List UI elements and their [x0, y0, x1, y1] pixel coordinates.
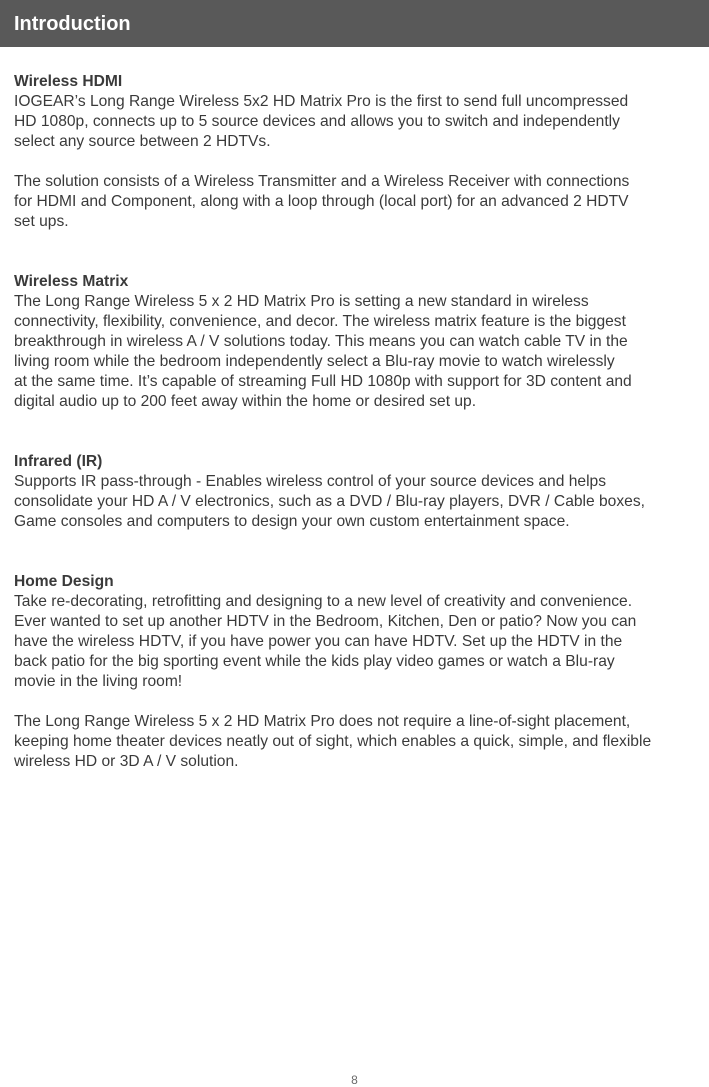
- text-line: connectivity, flexibility, convenience, and decor. The wireless matrix feature is the biggest: [14, 313, 626, 330]
- page-header-bar: [0, 0, 709, 47]
- text-line: Supports IR pass-through - Enables wireless control of your source devices and helps: [14, 473, 606, 490]
- page-title: Introduction: [14, 13, 131, 35]
- paragraph: [14, 172, 704, 232]
- section-heading: Home Design: [14, 573, 114, 590]
- text-line: Ever wanted to set up another HDTV in the Bedroom, Kitchen, Den or patio? Now you can: [14, 613, 637, 630]
- text-line: set ups.: [14, 213, 69, 230]
- paragraph: [14, 712, 704, 772]
- paragraph: [14, 592, 704, 692]
- text-line: Take re-decorating, retrofitting and designing to a new level of creativity and convenience.: [14, 593, 633, 610]
- section-heading: Infrared (IR): [14, 453, 103, 470]
- text-line: IOGEAR’s Long Range Wireless 5x2 HD Matrix Pro is the first to send full uncompressed: [14, 93, 629, 110]
- paragraph: [14, 292, 704, 412]
- text-line: digital audio up to 200 feet away within the home or desired set up.: [14, 393, 477, 410]
- section-wireless-hdmi: [14, 72, 704, 232]
- text-line: The Long Range Wireless 5 x 2 HD Matrix Pro does not require a line-of-sight placement,: [14, 713, 631, 730]
- section-infrared: [14, 452, 704, 532]
- text-line: keeping home theater devices neatly out of sight, which enables a quick, simple, and flexible: [14, 733, 652, 750]
- paragraph: [14, 472, 704, 532]
- text-line: have the wireless HDTV, if you have power you can have HDTV. Set up the HDTV in the: [14, 633, 623, 650]
- text-line: The solution consists of a Wireless Transmitter and a Wireless Receiver with connections: [14, 173, 630, 190]
- section-home-design: [14, 572, 704, 772]
- text-line: Game consoles and computers to design your own custom entertainment space.: [14, 513, 570, 530]
- text-line: at the same time. It’s capable of streaming Full HD 1080p with support for 3D content and: [14, 373, 632, 390]
- text-line: back patio for the big sporting event while the kids play video games or watch a Blu-ray: [14, 653, 615, 670]
- text-line: select any source between 2 HDTVs.: [14, 133, 271, 150]
- text-line: for HDMI and Component, along with a loop through (local port) for an advanced 2 HDTV: [14, 193, 629, 210]
- text-line: HD 1080p, connects up to 5 source devices and allows you to switch and independently: [14, 113, 620, 130]
- text-line: living room while the bedroom independently select a Blu-ray movie to watch wirelessly: [14, 353, 615, 370]
- section-heading: Wireless Matrix: [14, 273, 129, 290]
- text-line: consolidate your HD A / V electronics, such as a DVD / Blu-ray players, DVR / Cable boxes,: [14, 493, 645, 510]
- text-line: wireless HD or 3D A / V solution.: [14, 753, 239, 770]
- paragraph: [14, 92, 704, 152]
- section-heading: Wireless HDMI: [14, 73, 123, 90]
- page-number: 8: [351, 1073, 358, 1087]
- text-line: movie in the living room!: [14, 673, 183, 690]
- text-line: breakthrough in wireless A / V solutions today. This means you can watch cable TV in the: [14, 333, 628, 350]
- section-wireless-matrix: [14, 272, 704, 412]
- page-content: [14, 72, 704, 772]
- text-line: The Long Range Wireless 5 x 2 HD Matrix Pro is setting a new standard in wireless: [14, 293, 589, 310]
